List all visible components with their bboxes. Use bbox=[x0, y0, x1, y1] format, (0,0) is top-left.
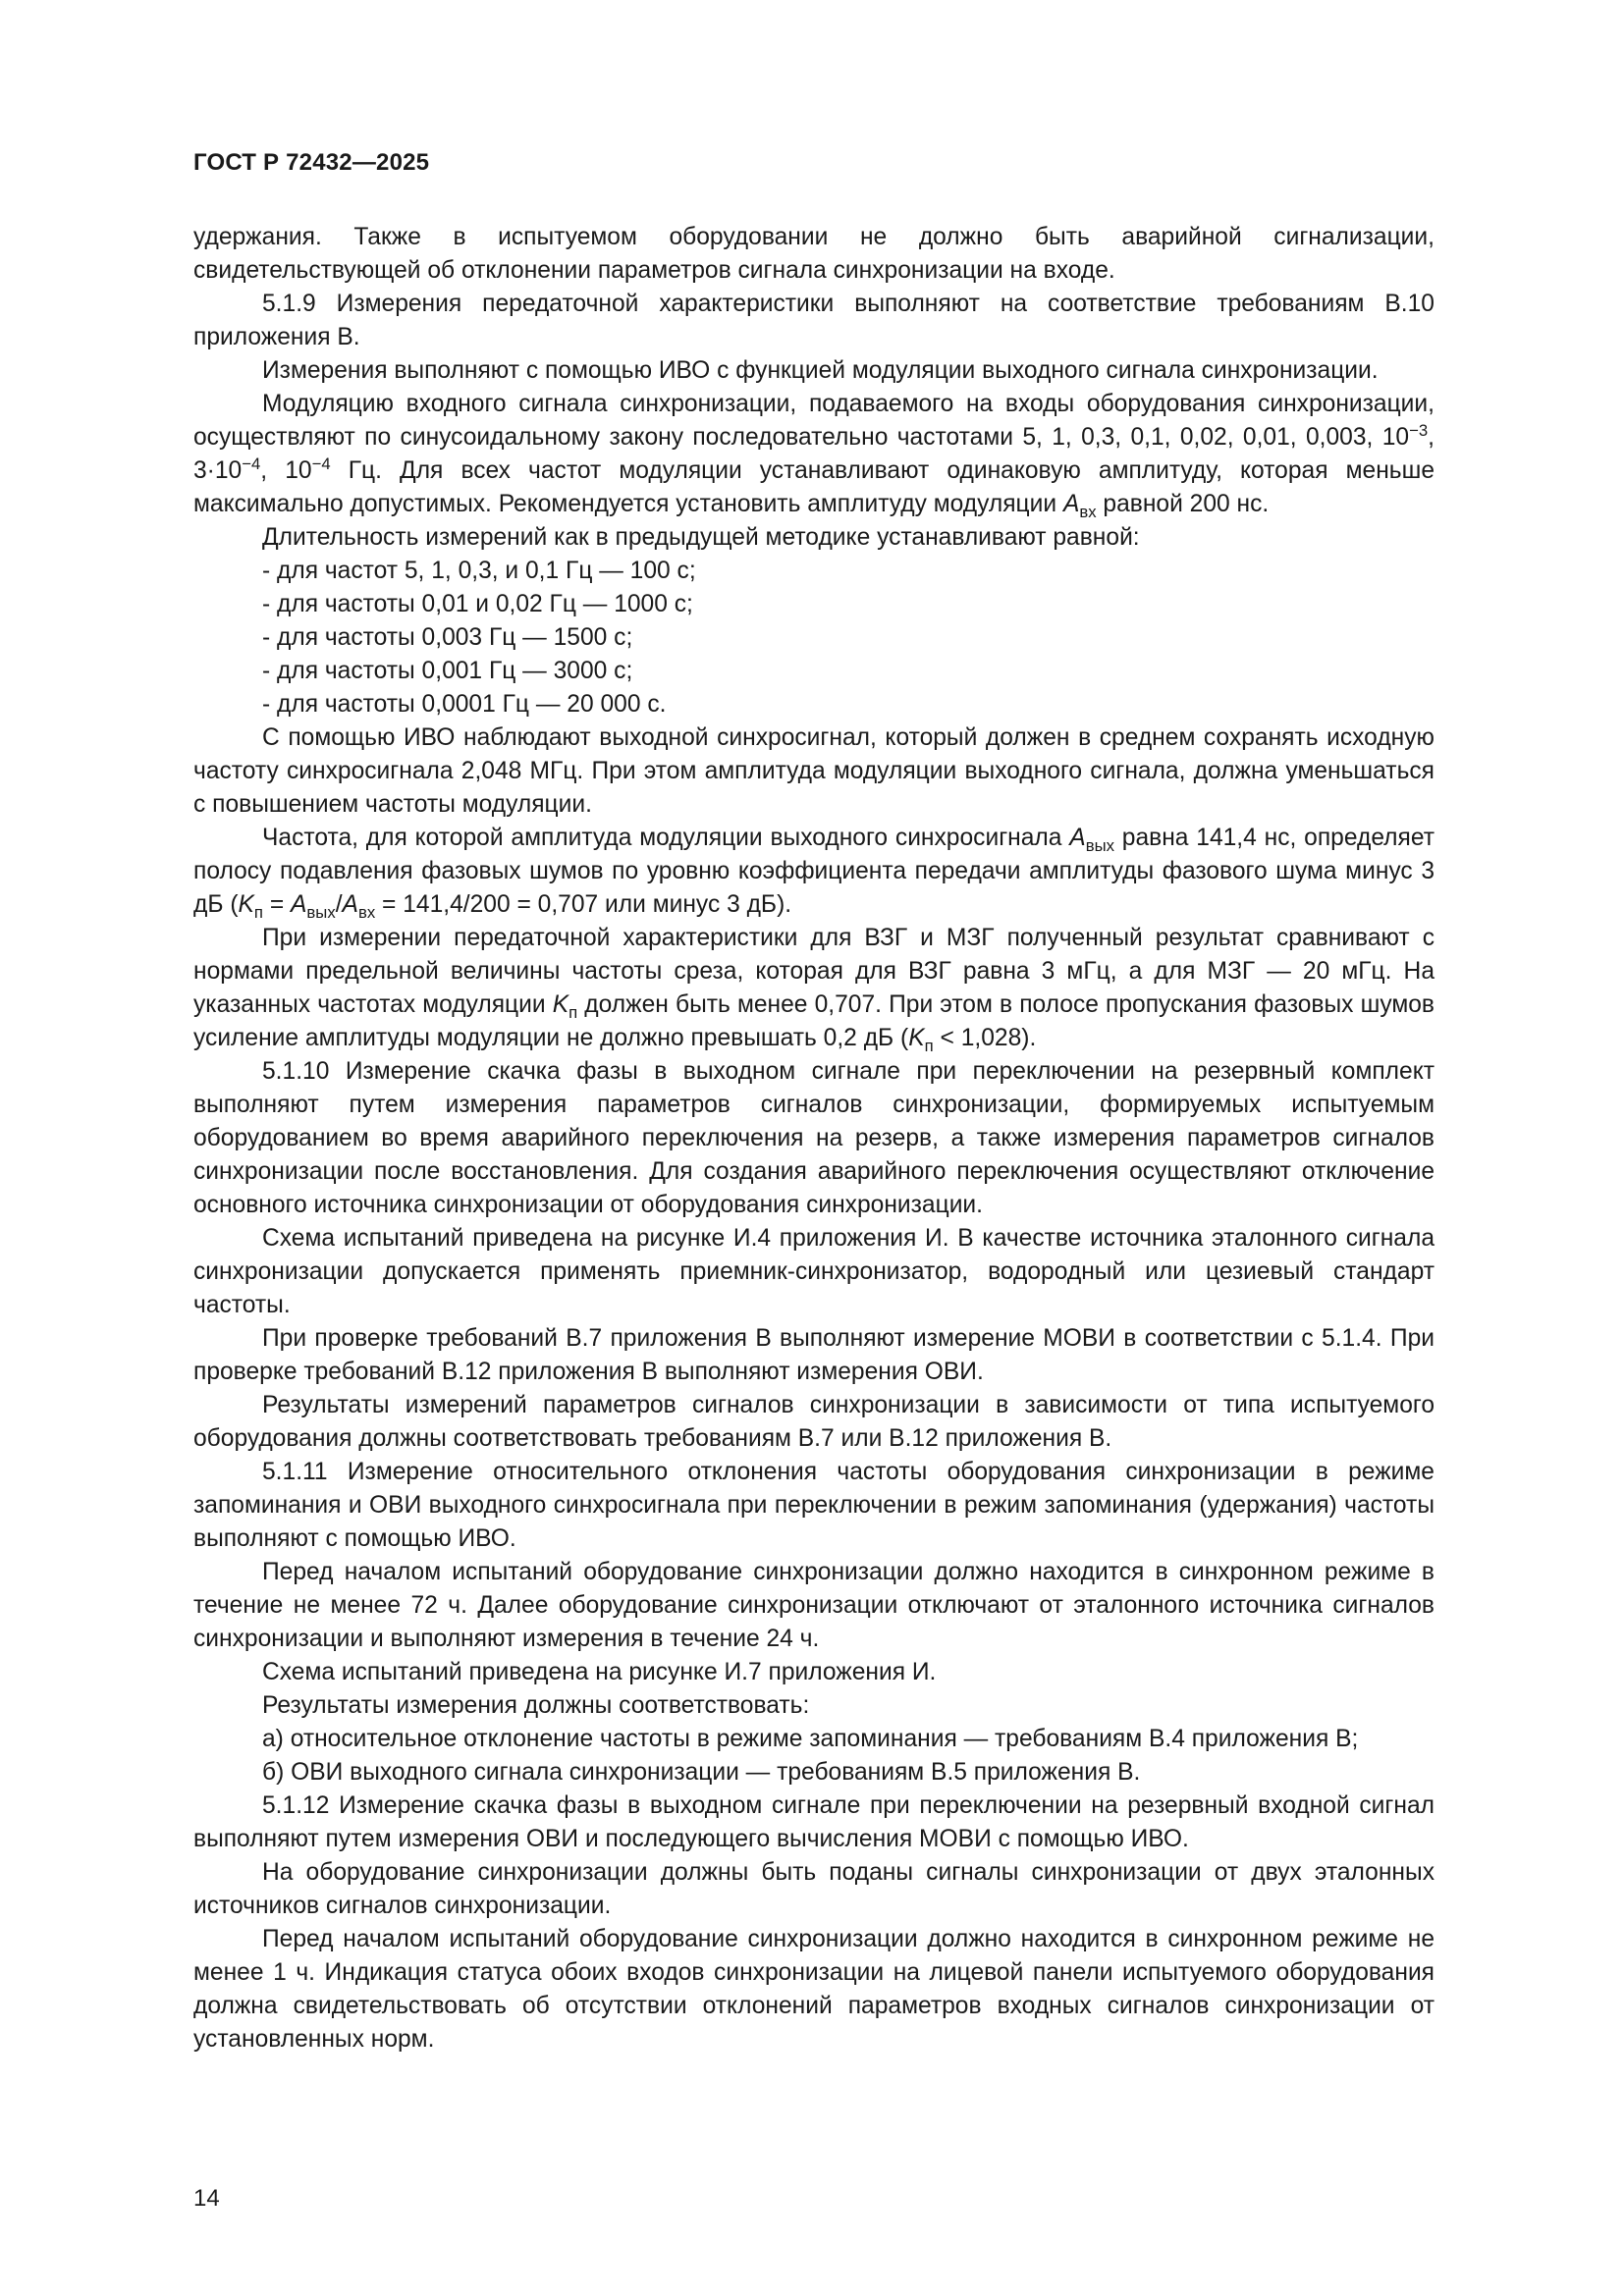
subscript: вх bbox=[1079, 502, 1097, 521]
subscript: п bbox=[253, 902, 263, 922]
text-run: = 141,4/200 = 0,707 или минус 3 дБ). bbox=[375, 891, 792, 918]
clause-5-1-12: 5.1.12 Измерение скачка фазы в выходном сигнале при переключении на резервный входной сигнал выполняют путем измерения ОВИ и последующего вычисления МОВИ с помощью ИВО. bbox=[193, 1792, 1435, 1852]
results-list-item: б) ОВИ выходного сигнала синхронизации — требованиям В.5 приложения В. bbox=[262, 1759, 1141, 1786]
paragraph-modulation bbox=[193, 388, 1435, 521]
subscript: вх bbox=[357, 902, 376, 922]
math-symbol: A bbox=[1069, 825, 1086, 851]
text-run: равна 141,4 нс, определяет полосу подавления фазовых шумов по уровню коэффициента передачи амплитуды фазового шума минус 3 дБ ( bbox=[193, 825, 1435, 918]
standard-code-header: ГОСТ Р 72432—2025 bbox=[193, 149, 430, 176]
math-symbol: A bbox=[342, 891, 358, 918]
clause-5-1-10: 5.1.10 Измерение скачка фазы в выходном сигнале при переключении на резервный комплект выполняют путем измерения параметров сигналов синхронизации, формируемых испытуемым оборудованием во время аварийного переключения на резерв, а также измерения параметров сигналов синхронизации после восстановления. Для создания аварийного переключения осуществляют отключение основного источника синхронизации от оборудования синхронизации. bbox=[193, 1058, 1435, 1218]
paragraph-duration: Длительность измерений как в предыдущей методике устанавливают равной: bbox=[262, 524, 1140, 551]
subscript: п bbox=[924, 1036, 934, 1055]
paragraph-before-test-1: Перед началом испытаний оборудование синхронизации должно находится в синхронном режиме в течение не менее 72 ч. Далее оборудование синхронизации отключают от эталонного источника сигналов синхронизации и выполняют измерения в течение 24 ч. bbox=[193, 1559, 1435, 1652]
continued-paragraph: удержания. Также в испытуемом оборудовании не должно быть аварийной сигнализации, свидетельствующей об отклонении параметров сигнала синхронизации на входе. bbox=[193, 224, 1435, 284]
duration-list-item: - для частоты 0,01 и 0,02 Гц — 1000 с; bbox=[262, 591, 693, 617]
paragraph-transfer-measurement bbox=[193, 922, 1435, 1055]
duration-list-item: - для частоты 0,001 Гц — 3000 с; bbox=[262, 658, 633, 684]
paragraph-results-1: Результаты измерений параметров сигналов синхронизации в зависимости от типа испытуемого оборудования должны соответствовать требованиям В.7 или В.12 приложения В. bbox=[193, 1392, 1435, 1452]
subscript: вых bbox=[1085, 835, 1114, 855]
paragraph-observation: С помощью ИВО наблюдают выходной синхросигнал, который должен в среднем сохранять исходную частоту синхросигнала 2,048 МГц. При этом амплитуда модуляции выходного сигнала, должна уменьшаться с повышением частоты модуляции. bbox=[193, 724, 1435, 818]
paragraph-test-scheme-2: Схема испытаний приведена на рисунке И.7 приложения И. bbox=[262, 1659, 937, 1685]
superscript: −4 bbox=[311, 454, 331, 473]
duration-list-item: - для частоты 0,003 Гц — 1500 с; bbox=[262, 624, 633, 651]
math-symbol: A bbox=[1062, 491, 1080, 517]
text-run: Гц. Для всех частот модуляции устанавливают одинаковую амплитуду, которая меньше максимально допустимых. Рекомендуется установить амплитуду модуляции bbox=[193, 457, 1435, 517]
clause-5-1-11: 5.1.11 Измерение относительного отклонения частоты оборудования синхронизации в режиме запоминания и ОВИ выходного синхросигнала при переключении в режим запоминания (удержания) частоты выполняют с помощью ИВО. bbox=[193, 1459, 1435, 1552]
text-run: < 1,028). bbox=[933, 1025, 1037, 1051]
paragraph-test-scheme-1: Схема испытаний приведена на рисунке И.4 приложения И. В качестве источника эталонного сигнала синхронизации допускается применять приемник-синхронизатор, водородный или цезиевый стандарт частоты. bbox=[193, 1225, 1435, 1318]
text-run: Частота, для которой амплитуда модуляции выходного синхросигнала bbox=[262, 825, 1070, 851]
text-run: должен быть менее 0,707. При этом в полосе пропускания фазовых шумов усиление амплитуды модуляции не должно превышать 0,2 дБ ( bbox=[193, 991, 1435, 1051]
math-symbol: A bbox=[291, 891, 307, 918]
text-run: При измерении передаточной характеристики для ВЗГ и МЗГ полученный результат сравнивают с нормами предельной величины частоты среза, которая для ВЗГ равна 3 мГц, а для МЗГ — 20 мГц. На указанных частотах модуляции bbox=[193, 925, 1435, 1018]
subscript: п bbox=[568, 1002, 578, 1022]
paragraph-requirements-check: При проверке требований В.7 приложения В выполняют измерение МОВИ в соответствии с 5.1.4. При проверке требований В.12 приложения В выполняют измерения ОВИ. bbox=[193, 1325, 1435, 1385]
text-run: , 10 bbox=[260, 457, 312, 484]
duration-list-item: - для частот 5, 1, 0,3, и 0,1 Гц — 100 с; bbox=[262, 558, 696, 584]
paragraph-frequency bbox=[193, 822, 1435, 922]
math-symbol: K bbox=[552, 991, 569, 1018]
math-symbol: K bbox=[238, 891, 254, 918]
superscript: −4 bbox=[242, 454, 261, 473]
results-list-item: а) относительное отклонение частоты в режиме запоминания — требованиям В.4 приложения В; bbox=[262, 1726, 1359, 1752]
clause-5-1-9: 5.1.9 Измерения передаточной характеристики выполняют на соответствие требованиям В.10 приложения В. bbox=[193, 291, 1435, 350]
text-run: Модуляцию входного сигнала синхронизации, подаваемого на входы оборудования синхронизации, осуществляют по синусоидальному закону последовательно частотами 5, 1, 0,3, 0,1, 0,02, 0,01, 0,003, 10 bbox=[193, 391, 1435, 451]
subscript: вых bbox=[306, 902, 336, 922]
paragraph-ivo-measurement: Измерения выполняют с помощью ИВО с функцией модуляции выходного сигнала синхронизации. bbox=[262, 357, 1379, 384]
page-number: 14 bbox=[193, 2185, 220, 2212]
duration-list-item: - для частоты 0,0001 Гц — 20 000 с. bbox=[262, 691, 667, 718]
paragraph-supply: На оборудование синхронизации должны быть поданы сигналы синхронизации от двух эталонных источников сигналов синхронизации. bbox=[193, 1859, 1435, 1919]
text-run: , 3·10 bbox=[193, 424, 1435, 484]
paragraph-results-2: Результаты измерения должны соответствовать: bbox=[262, 1692, 810, 1719]
superscript: −3 bbox=[1409, 420, 1429, 440]
text-run: / bbox=[335, 891, 343, 918]
document-body bbox=[193, 221, 1435, 2056]
math-symbol: K bbox=[908, 1025, 925, 1051]
text-run: равной 200 нс. bbox=[1096, 491, 1270, 517]
text-run: = bbox=[262, 891, 292, 918]
paragraph-before-test-2: Перед началом испытаний оборудование синхронизации должно находится в синхронном режиме не менее 1 ч. Индикация статуса обоих входов синхронизации на лицевой панели испытуемого оборудования должна свидетельствовать об отсутствии отклонений параметров входных сигналов синхронизации от установленных норм. bbox=[193, 1926, 1435, 2053]
